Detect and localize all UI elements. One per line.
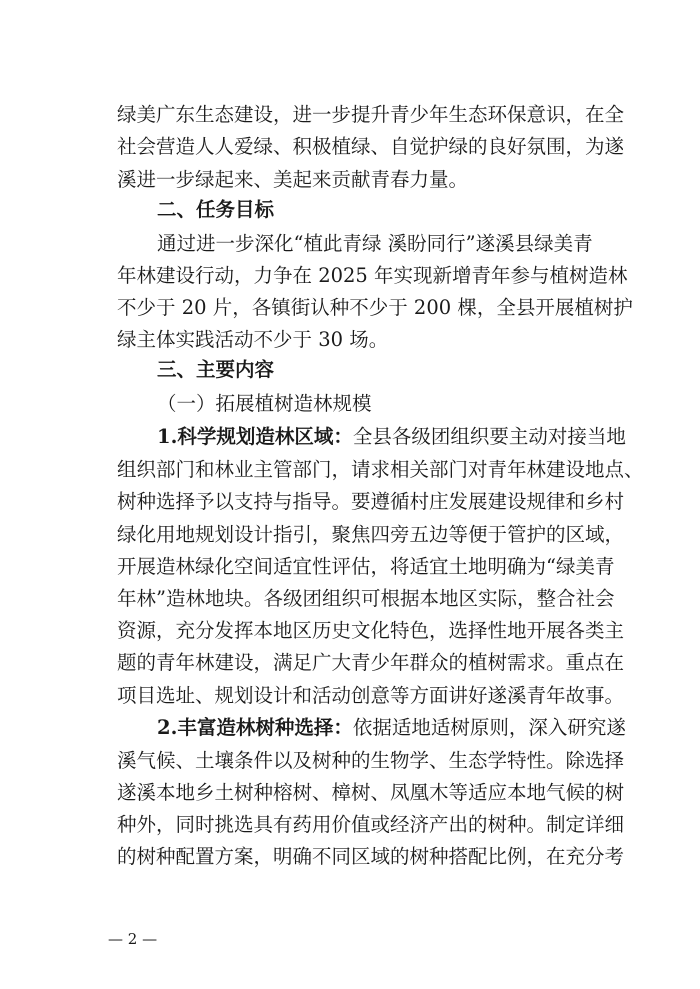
line-text: 树种选择予以支持与指导。要遵循村庄发展建设规律和乡村 [117,490,625,513]
line-text: 绿美广东生态建设，进一步提升青少年生态环保意识，在全 [117,103,625,126]
text-line [117,168,589,192]
line-text: 绿主体实践活动不少于 30 场。 [117,328,389,351]
line-text: 社会营造人人爱绿、积极植绿、自觉护绿的良好氛围，为遂 [117,135,625,158]
text-line [117,813,625,837]
line-text: 溪气候、土壤条件以及树种的生物学、生态学特性。除选择 [117,749,625,772]
text-line [117,103,625,127]
line-text: 资源，充分发挥本地区历史文化特色，选择性地开展各类主 [117,619,625,642]
text-line [117,296,633,320]
text-line [117,458,644,482]
text-line [117,587,615,611]
section-heading [157,198,589,222]
text-line [117,135,625,159]
text-line [117,781,625,805]
line-text: 三、主要内容 [157,358,275,381]
text-line [157,392,589,416]
line-text: 题的青年林建设，满足广大青少年群众的植树需求。重点在 [117,651,625,674]
line-text: 的树种配置方案，明确不同区域的树种搭配比例，在充分考 [117,845,625,868]
text-line [117,845,625,869]
line-text: 绿化用地规划设计指引，聚焦四旁五边等便于管护的区域， [117,523,625,546]
text-line [117,264,628,288]
text-line [117,555,615,579]
text-line [117,523,625,547]
line-text: 项目选址、规划设计和活动创意等方面讲好遂溪青年故事。 [117,684,625,707]
line-text: 年林”造林地块。各级团组织可根据本地区实际，整合社会 [117,587,615,610]
line-text: （一）拓展植树造林规模 [157,392,372,415]
text-line [117,684,625,708]
line-text: 二、任务目标 [157,198,275,221]
line-text: 溪进一步绿起来、美起来贡献青春力量。 [117,168,469,191]
text-line [117,749,625,773]
line-text: 年林建设行动，力争在 2025 年实现新增青年参与植树造林 [117,264,628,287]
line-text: 遂溪本地乡土树种榕树、樟树、凤凰木等适应本地气候的树 [117,781,625,804]
page-number: — 2 — [108,930,158,948]
text-line [157,232,593,256]
line-text: 依据适地适树原则，深入研究遂 [352,716,626,739]
item-lead-in: 2.丰富造林树种选择： [157,716,353,739]
line-text: 通过进一步深化“植此青绿 溪盼同行”遂溪县绿美青 [157,232,593,255]
text-line [157,425,626,449]
item-lead-in: 1.科学规划造林区域： [157,425,353,448]
line-text: 开展造林绿化空间适宜性评估，将适宜土地明确为“绿美青 [117,555,615,578]
text-line [117,619,625,643]
text-line [157,716,626,740]
text-line [117,651,625,675]
line-text: 种外，同时挑选具有药用价值或经济产出的树种。制定详细 [117,813,625,836]
line-text: 不少于 20 片，各镇街认种不少于 200 棵，全县开展植树护 [117,296,633,319]
line-text: 全县各级团组织要主动对接当地 [352,425,626,448]
line-text: 组织部门和林业主管部门，请求相关部门对青年林建设地点、 [117,458,644,481]
text-line [117,490,625,514]
text-line [117,328,589,352]
section-heading [157,358,589,382]
